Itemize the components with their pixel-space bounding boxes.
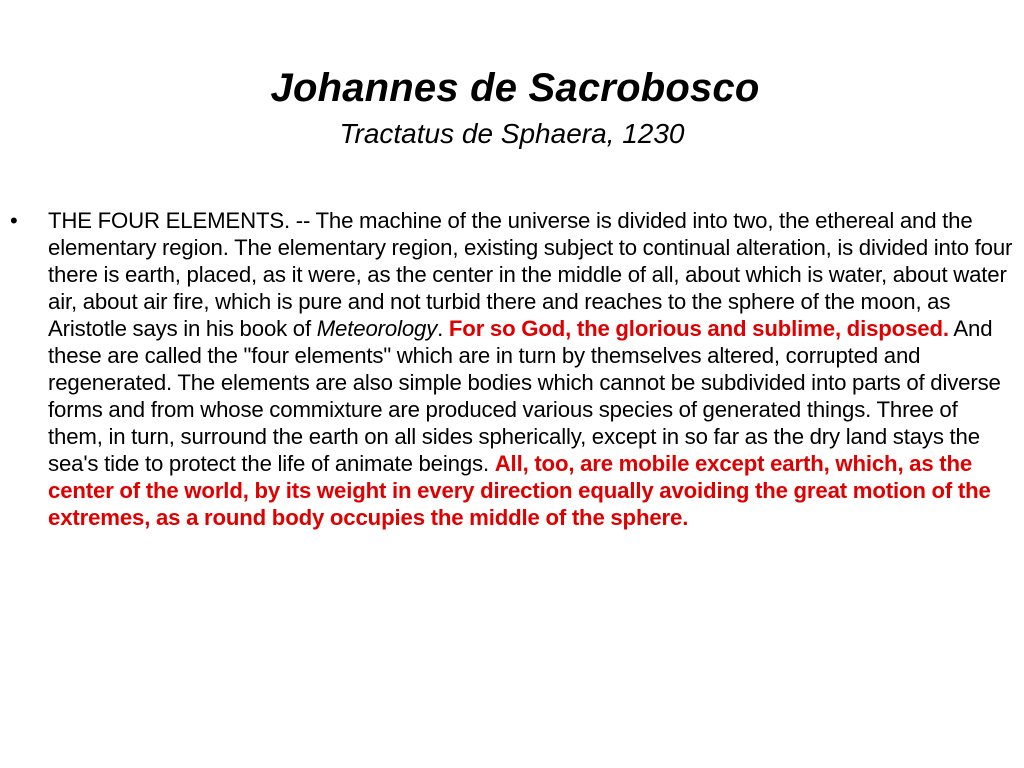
highlighted-quote-1: For so God, the glorious and sublime, disposed. <box>448 316 949 341</box>
paragraph-text-3: And these are called the "four elements" which are in turn by themselves altered, corrupted and regenerated. The elements are also simple bodies which cannot be subdivided into parts of diverse forms and from whose commixture are produced various species of generated things. Three of them, in turn, surround the earth on all sides spherically, except in so far as the dry land stays the sea's tide to protect the life of animate beings. <box>48 316 1001 476</box>
slide-title: Johannes de Sacrobosco <box>270 66 760 110</box>
bullet-icon: • <box>10 208 18 233</box>
bullet-item <box>10 207 1014 531</box>
slide-subtitle: Tractatus de Sphaera, 1230 <box>339 118 685 149</box>
highlighted-quote-2: All, too, are mobile except earth, which, as the center of the world, by its weight in every direction equally avoiding the great motion of the extremes, as a round body occupies the middle of the sphere. <box>48 451 991 530</box>
paragraph-text-1: THE FOUR ELEMENTS. -- The machine of the universe is divided into two, the ethereal and the elementary region. The elementary region, existing subject to continual alteration, is divided into four there is earth, placed, as it were, as the center in the middle of all, about which is water, about water air, about air fire, which is pure and not turbid there and reaches to the sphere of the moon, as Aristotle says in his book of <box>48 208 1013 341</box>
paragraph-text-2: . <box>437 316 449 341</box>
book-title-meteorology: Meteorology <box>316 316 438 341</box>
bullet-list <box>10 207 1014 531</box>
bullet-paragraph <box>48 207 1014 531</box>
title-block <box>0 62 1024 152</box>
